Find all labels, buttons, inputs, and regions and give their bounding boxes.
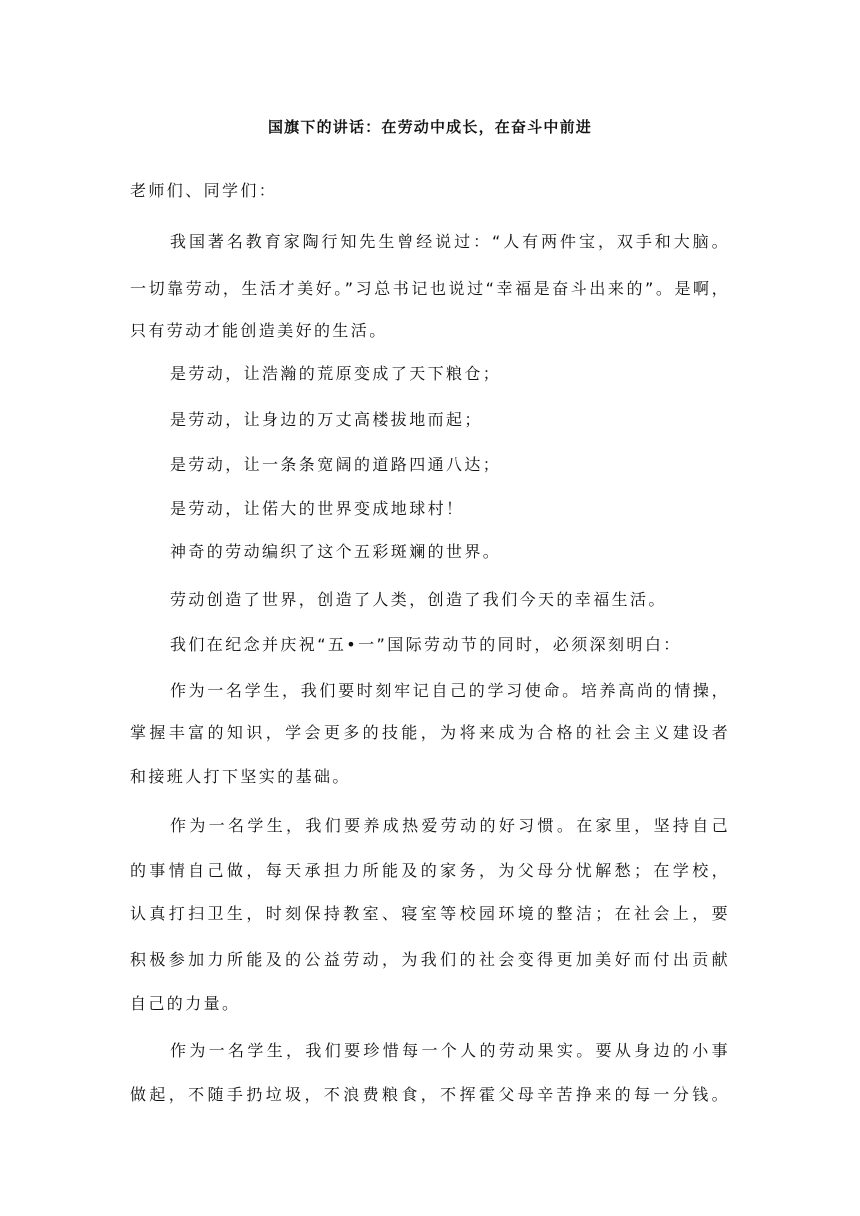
paragraph-line: 是劳动，让一条条宽阔的道路四通八达； (170, 455, 502, 474)
document-title: 国旗下的讲话：在劳动中成长，在奋斗中前进 (267, 118, 592, 136)
paragraph-line: 作为一名学生，我们要时刻牢记自己的学习使命。培养高尚的情操， (170, 681, 730, 700)
paragraph-line: 是劳动，让偌大的世界变成地球村！ (170, 499, 465, 518)
paragraph-line: 我们在纪念并庆祝“五•一”国际劳动节的同时，必须深刻明白： (170, 635, 682, 654)
paragraph-line: 神奇的劳动编织了这个五彩斑斓的世界。 (170, 542, 502, 561)
paragraph-line: 是劳动，让身边的万丈高楼拔地而起； (170, 410, 483, 429)
paragraph-line: 作为一名学生，我们要养成热爱劳动的好习惯。在家里，坚持自己 (170, 816, 730, 835)
paragraph-line: 是劳动，让浩瀚的荒原变成了天下粮仓； (170, 364, 502, 383)
paragraph-line: 只有劳动才能创造美好的生活。 (130, 321, 388, 340)
paragraph-line: 作为一名学生，我们要珍惜每一个人的劳动果实。要从身边的小事 (170, 1041, 730, 1060)
paragraph-line: 积极参加力所能及的公益劳动，为我们的社会变得更加美好而付出贡献 (130, 950, 730, 969)
paragraph-line: 和接班人打下坚实的基础。 (130, 767, 351, 786)
paragraph-line: 认真打扫卫生，时刻保持教室、寝室等校园环境的整洁；在社会上，要 (130, 904, 730, 923)
paragraph-line: 掌握丰富的知识，学会更多的技能，为将来成为合格的社会主义建设者 (130, 723, 730, 742)
greeting: 老师们、同学们： (130, 181, 278, 200)
paragraph-line: 我国著名教育家陶行知先生曾经说过：“人有两件宝，双手和大脑。 (170, 232, 730, 251)
paragraph-line: 自己的力量。 (130, 994, 241, 1013)
paragraph-line: 做起，不随手扔垃圾，不浪费粮食，不挥霍父母辛苦挣来的每一分钱。 (130, 1085, 730, 1104)
paragraph-line: 一切靠劳动，生活才美好。”习总书记也说过“幸福是奋斗出来的”。是啊， (130, 279, 730, 298)
paragraph-line: 劳动创造了世界，创造了人类，创造了我们今天的幸福生活。 (170, 590, 667, 609)
paragraph-line: 的事情自己做，每天承担力所能及的家务，为父母分忧解愁；在学校， (130, 861, 730, 880)
